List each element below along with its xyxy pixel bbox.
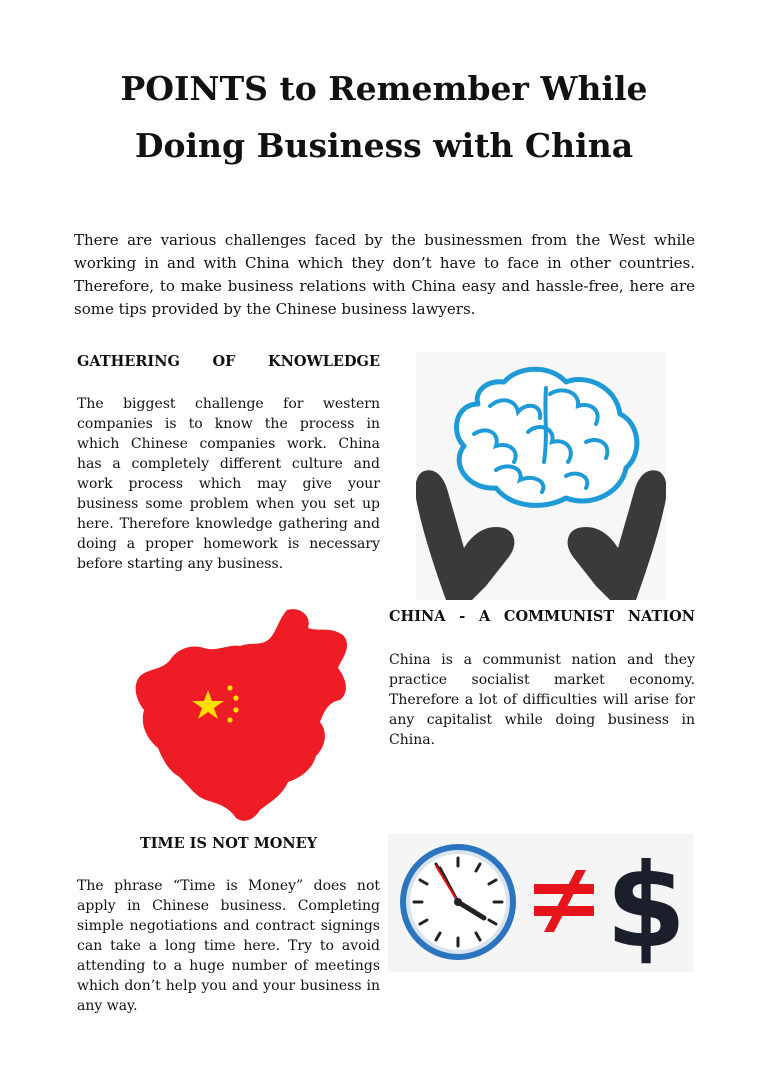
china-map-icon	[136, 609, 347, 821]
section-body-knowledge: The biggest challenge for western companies is to know the process in which Chinese companies work. China has a completely different culture and work process which may give your business some problem when you set up here. Therefore knowledge gathering and doing a proper homework is necessary before starting any business.	[77, 396, 380, 572]
brain-hands-illustration	[416, 352, 666, 600]
page-title: POINTS to Remember While Doing Business with China	[120, 69, 648, 165]
intro-paragraph: There are various challenges faced by the businessmen from the West while working in and with China which they don’t have to face in other countries. Therefore, to make business relations with China easy and hassle-free, here are some tips provided by the Chinese business lawyers.	[74, 231, 695, 318]
section-heading-communist: CHINA - A COMMUNIST NATION	[389, 608, 695, 625]
dollar-icon: $	[605, 839, 687, 972]
clock-icon	[400, 844, 516, 960]
china-map-illustration	[132, 606, 357, 826]
section-heading-knowledge: GATHERING OF KNOWLEDGE	[77, 353, 380, 370]
time-money-illustration	[388, 834, 693, 972]
section-heading-time: TIME IS NOT MONEY	[139, 835, 318, 852]
section-body-time: The phrase “Time is Money” does not apply in Chinese business. Completing simple negotiations and contract signings can take a long time here. Try to avoid attending to a huge number of meetings which don’t help you and your business in any way.	[77, 878, 380, 1014]
section-body-communist: China is a communist nation and they practice socialist market economy. Therefore a lot of difficulties will arise for any capitalist while doing business in China.	[389, 652, 695, 748]
brain-icon	[456, 369, 636, 505]
